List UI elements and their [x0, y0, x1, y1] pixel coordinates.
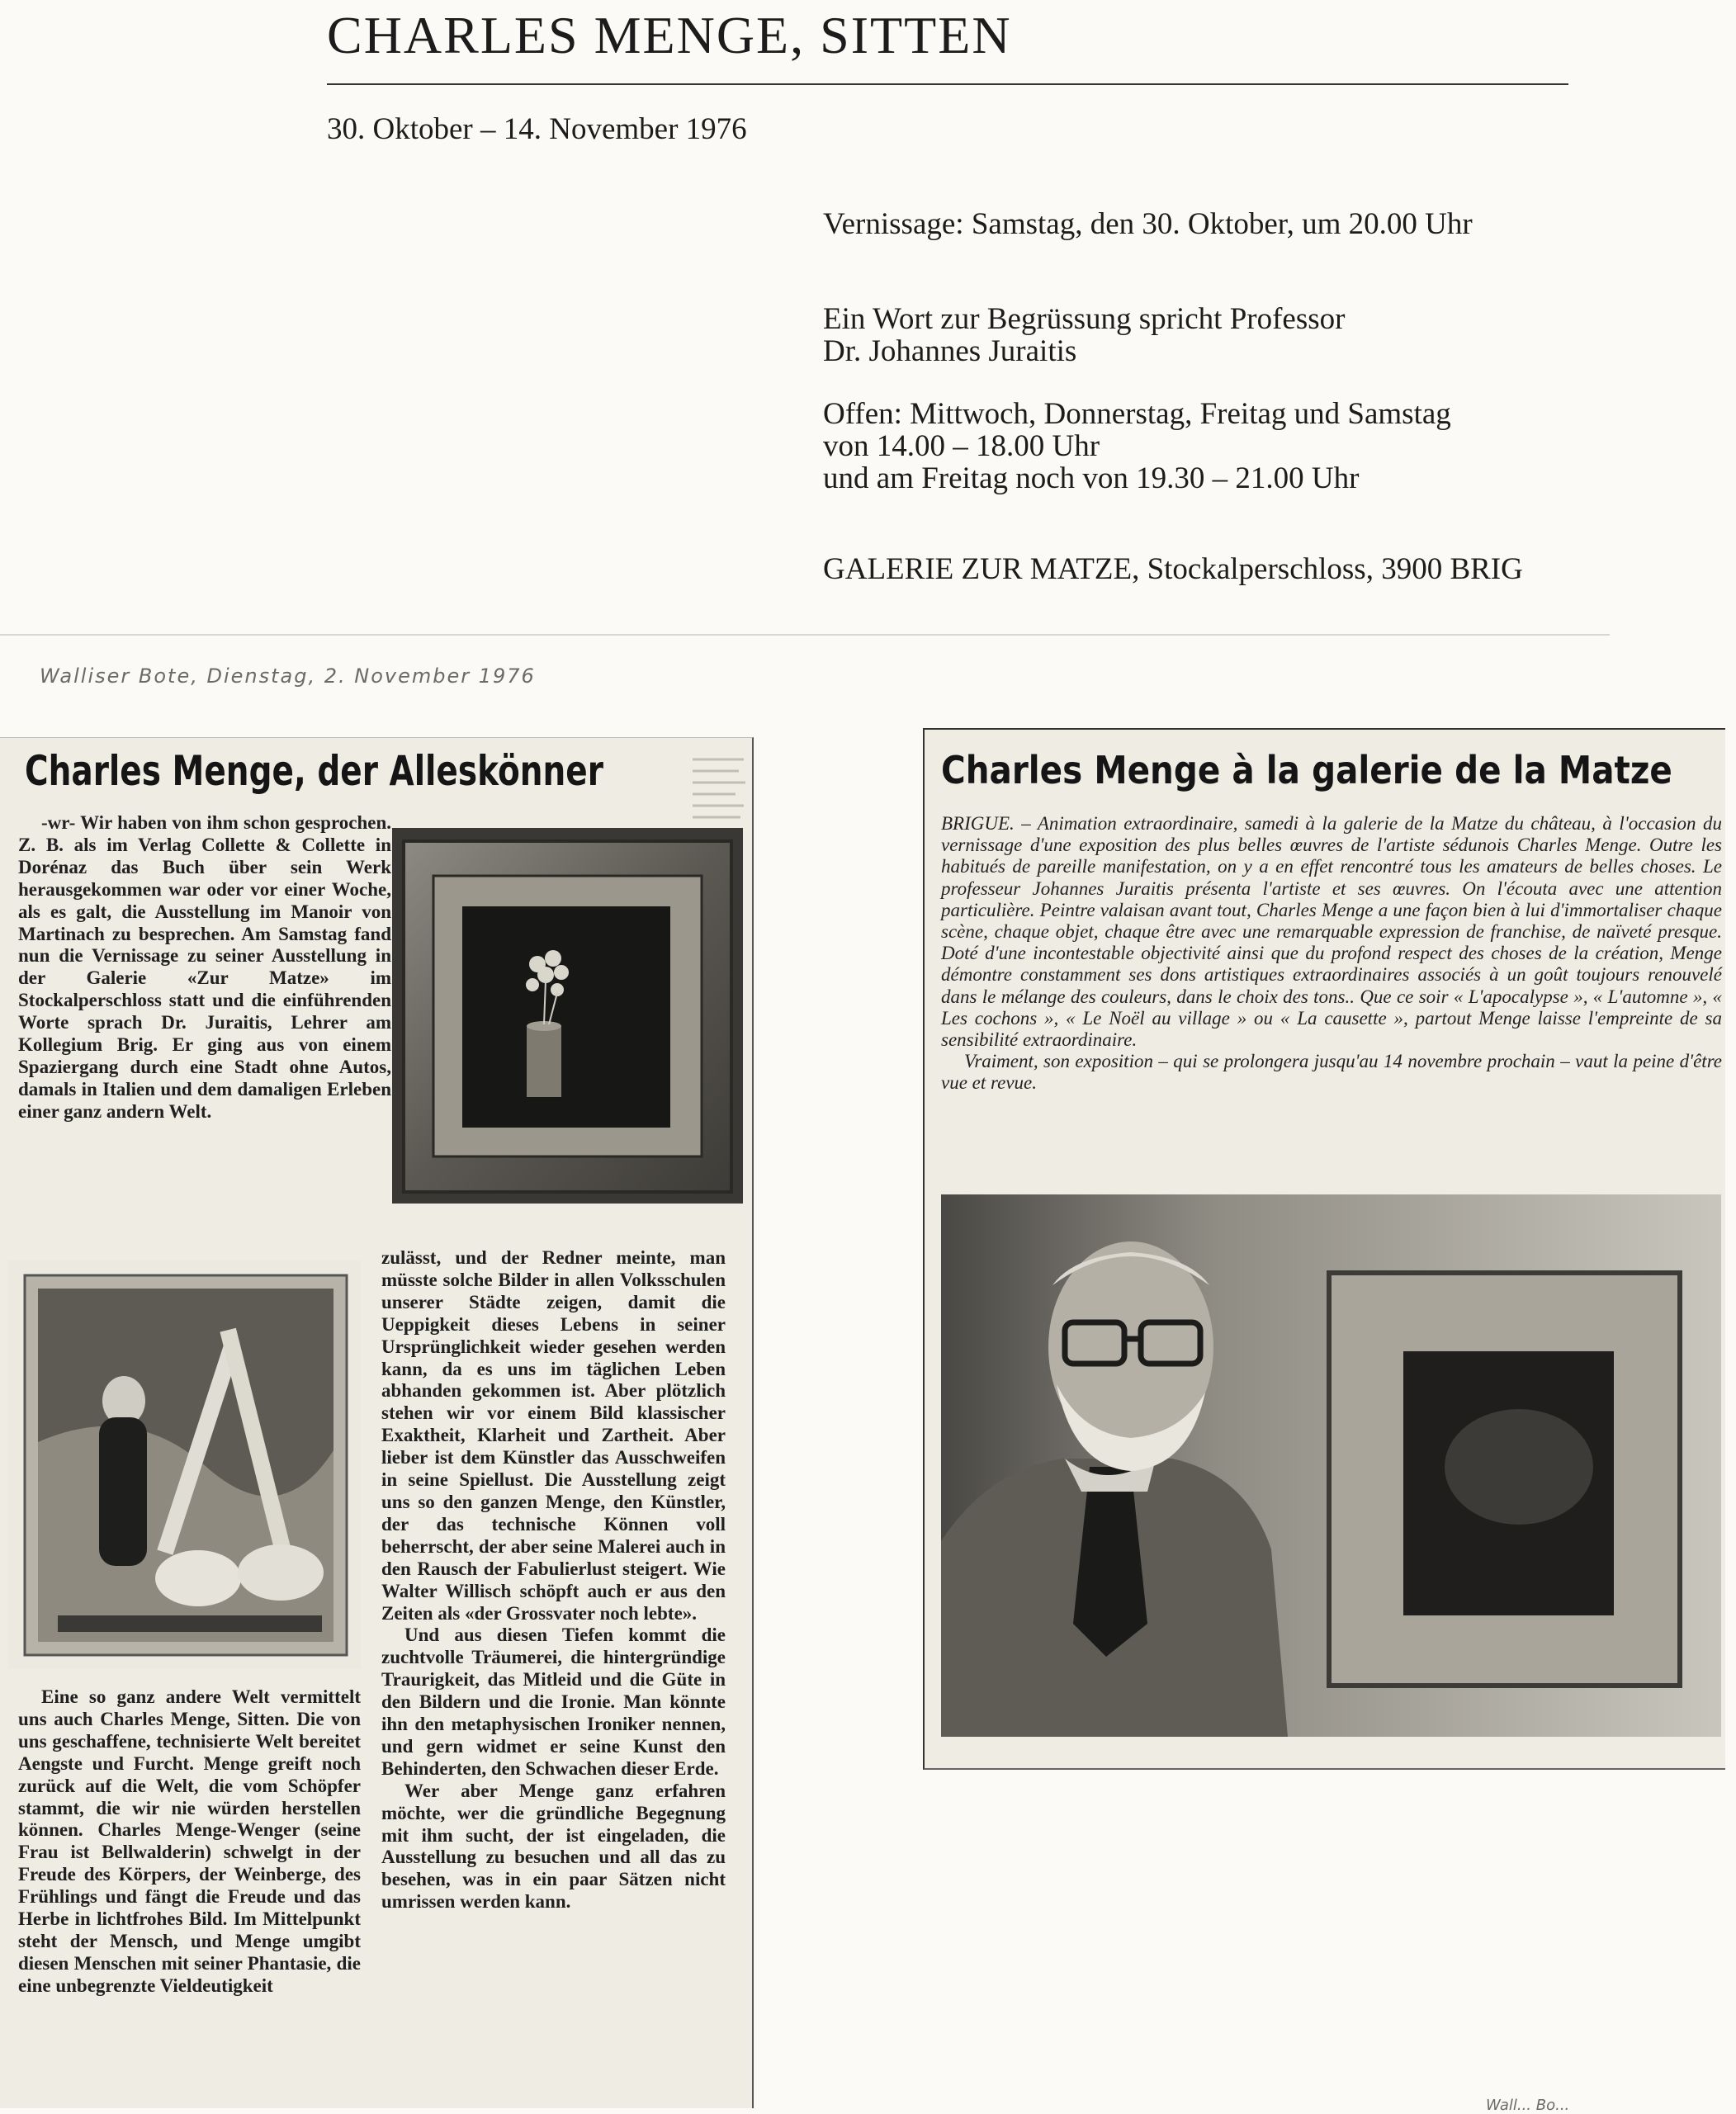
greeting-line-1: Ein Wort zur Begrüssung spricht Professor	[823, 302, 1346, 336]
french-paragraph-2: Vraiment, son exposition – qui se prolongera jusqu'au 14 novembre prochain – vaut la peine d'être vue et revue.	[941, 1051, 1722, 1094]
german-headline: Charles Menge, der Alleskönner	[25, 747, 604, 795]
french-headline: Charles Menge à la galerie de la Matze	[941, 748, 1672, 792]
vernissage-line: Vernissage: Samstag, den 30. Oktober, um 20.00 Uhr	[823, 207, 1473, 241]
title-divider	[327, 83, 1568, 85]
pigs-painting-photo	[8, 1260, 361, 1669]
german-column-3	[381, 1247, 726, 1913]
opening-hours-block	[823, 398, 1451, 494]
card-edge-divider	[0, 634, 1610, 636]
german-paragraph-2: Eine so ganz andere Welt vermittelt uns auch Charles Menge, Sitten. Die von uns geschaffene, technisierte Welt bereitet Aengste und Furcht. Menge greift noch zurück auf die Welt, die vom Schöpfer stammt, die wir nie würden herstellen können. Charles Menge-Wenger (seine Frau ist Bellwalderin) schwelgt in der Freude des Körpers, der Weinberge, des Frühlings und fängt die Freude und das Herbe in lichtfrohes Bild. Im Mittelpunkt steht der Mensch, und Menge umgibt diesen Menschen mit seiner Phantasie, die eine unbegrenzte Vieldeutigkeit	[18, 1686, 361, 1996]
handwritten-source-note: Walliser Bote, Dienstag, 2. November 1976	[40, 664, 536, 688]
german-column-2	[18, 1686, 361, 1998]
opening-hours-line-3: und am Freitag noch von 19.30 – 21.00 Uhr	[823, 461, 1360, 495]
opening-hours-line-1: Offen: Mittwoch, Donnerstag, Freitag und Samstag	[823, 397, 1451, 431]
german-paragraph-1: -wr- Wir haben von ihm schon gesprochen. Z. B. als im Verlag Collette & Collette in Dorénaz das Buch über sein Werk herausgekommen war oder vor einer Woche, als es galt, die Ausstellung im Manoir von Martinach zu besprechen. Am Samstag fand nun die Vernissage zu seiner Ausstellung in der Galerie «Zur Matze» im Stockalperschloss statt und die einführenden Worte sprach Dr. Juraitis, Lehrer am Kollegium Brig. Er ging aus von einem Spaziergang durch eine Stadt ohne Autos, damals in Italien und dem damaligen Erleben einer ganz andern Welt.	[18, 812, 391, 1122]
german-paragraph-5: Wer aber Menge ganz erfahren möchte, wer die gründliche Begegnung mit ihm sucht, der ist eingeladen, die Ausstellung zu besuchen und all das zu besehen, was in ein paar Sätzen nicht umrissen werden kann.	[381, 1780, 726, 1913]
greeting-line-2: Dr. Johannes Juraitis	[823, 334, 1077, 368]
greeting-block	[823, 303, 1345, 367]
opening-hours-line-2: von 14.00 – 18.00 Uhr	[823, 429, 1100, 463]
framed-flower-painting-photo	[392, 828, 743, 1204]
artist-portrait-photo	[941, 1194, 1721, 1737]
french-paragraph-1: BRIGUE. – Animation extraordinaire, samedi à la galerie de la Matze du château, à l'occasion du vernissage d'une exposition des plus belles œuvres de l'artiste sédunois Charles Menge. Outre les habitués de pareille manifestation, on y a en effet rencontré tous les amateurs de belles choses. Le professeur Johannes Juraitis présenta l'artiste et ses œuvres. On l'écouta avec une attention particulière. Peintre valaisan avant tout, Charles Menge a une façon bien à lui d'immortaliser chaque scène, chaque objet, chaque être avec une remarquable expression de franchise, de naïveté presque. Doté d'une incontestable objectivité ainsi que du profond respect des choses de la création, Menge démontre constamment ses dons artistiques extraordinaires associés à un goût toujours renouvelé dans le mélange des couleurs, dans le choix des tons.. Que ce soir « L'apocalypse », « L'automne », « Les cochons », « Le Noël au village » ou « La causette », partout Menge laisse l'empreinte de sa sensibilité extraordinaire.	[941, 813, 1722, 1051]
gallery-address: GALERIE ZUR MATZE, Stockalperschloss, 3900 BRIG	[823, 552, 1523, 586]
handwritten-corner-note: Wall... Bo...	[1486, 2097, 1570, 2114]
french-article-body	[941, 813, 1722, 1095]
exhibition-dates: 30. Oktober – 14. November 1976	[327, 112, 747, 146]
german-paragraph-4: Und aus diesen Tiefen kommt die zuchtvolle Träumerei, die hintergründige Traurigkeit, das Mitleid und die Güte in den Bildern und die Ironie. Man könnte ihn den metaphysischen Ironiker nennen, und gern widmet er seine Kunst den Behinderten, den Schwachen dieser Erde.	[381, 1625, 726, 1779]
german-column-1	[18, 812, 391, 1123]
adjacent-column-bleed	[689, 753, 749, 829]
invitation-title: CHARLES MENGE, SITTEN	[327, 6, 1012, 64]
german-paragraph-3: zulässt, und der Redner meinte, man müsste solche Bilder in allen Volksschulen unserer Städte zeigen, damit die Ueppigkeit dieses Lebens in seiner Ursprünglichkeit wieder gesehen werden kann, da es uns im täglichen Leben abhanden gekommen ist. Aber plötzlich stehen wir vor einem Bild klassischer Exaktheit, Klarheit und Zartheit. Aber lieber ist dem Künstler das Ausschweifen in seine Spiellust. Die Ausstellung zeigt uns so den ganzen Menge, den Künstler, der das technische Können voll beherrscht, der aber seine Malerei auch in den Rausch der Fabulierlust steigert. Wie Walter Willisch schöpft auch er aus den Zeiten als «der Grossvater noch lebte».	[381, 1247, 726, 1624]
